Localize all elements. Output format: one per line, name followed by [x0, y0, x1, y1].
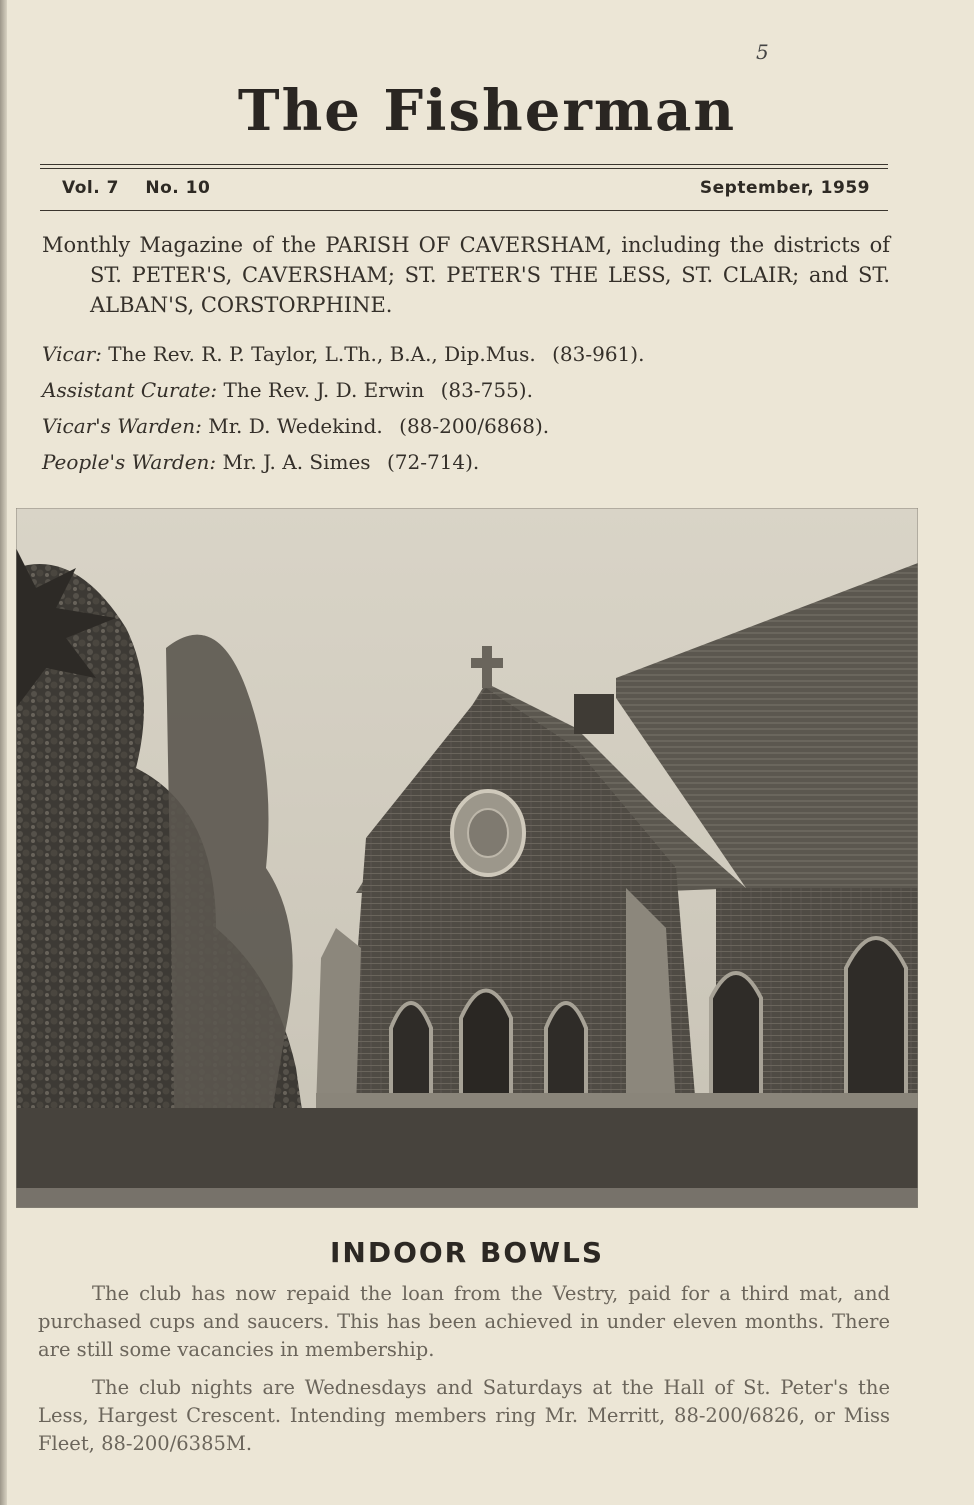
article-paragraph: The club nights are Wednesdays and Saturdays at the Hall of St. Peter's the Less, Hargest Crescent. Intending members ring Mr. Merritt, 88-200/6826, or Miss Fleet, 88-200/6385M. — [38, 1376, 890, 1455]
article-body — [38, 1280, 890, 1468]
page-binding-edge — [0, 0, 7, 1505]
officer-name: Mr. D. Wedekind. — [208, 414, 383, 438]
page-number: 5 — [756, 40, 769, 64]
masthead-rule-top — [40, 164, 888, 165]
parish-officers — [42, 336, 890, 480]
article-heading: INDOOR BOWLS — [329, 1236, 605, 1269]
issue-number: No. 10 — [145, 178, 211, 198]
officer-assistant-curate — [42, 372, 890, 408]
officer-role: People's Warden: — [42, 450, 217, 474]
officer-vicars-warden — [42, 408, 890, 444]
officer-peoples-warden — [42, 444, 890, 480]
officer-phone: (83-961). — [552, 342, 645, 366]
officer-phone: (83-755). — [440, 378, 533, 402]
officer-role: Assistant Curate: — [42, 378, 218, 402]
officer-role: Vicar: — [42, 342, 102, 366]
issue-date: September, 1959 — [699, 178, 870, 198]
issue-volume: Vol. 7 — [62, 178, 119, 198]
officer-vicar — [42, 336, 890, 372]
officer-role: Vicar's Warden: — [42, 414, 202, 438]
officer-name: Mr. J. A. Simes — [222, 450, 371, 474]
magazine-description: Monthly Magazine of the PARISH OF CAVERSHAM, including the districts of ST. PETER'S, CAVERSHAM; ST. PETER'S THE LESS, ST. CLAIR; and ST. ALBAN'S, CORSTORPHINE. — [42, 233, 890, 317]
officer-phone: (72-714). — [386, 450, 480, 474]
issue-line — [62, 178, 870, 198]
officer-name: The Rev. J. D. Erwin — [223, 378, 425, 402]
church-photograph — [16, 508, 918, 1208]
article-paragraph: The club has now repaid the loan from the Vestry, paid for a third mat, and purchased cups and saucers. This has been achieved in under eleven months. There are still some vacancies in membership. — [38, 1282, 890, 1361]
masthead-rule-top-inner — [40, 168, 888, 169]
officer-name: The Rev. R. P. Taylor, L.Th., B.A., Dip.Mus. — [108, 342, 536, 366]
masthead-title: The Fisherman — [237, 78, 737, 144]
issue-rule-bottom — [40, 210, 888, 211]
officer-phone: (88-200/6868). — [399, 414, 550, 438]
